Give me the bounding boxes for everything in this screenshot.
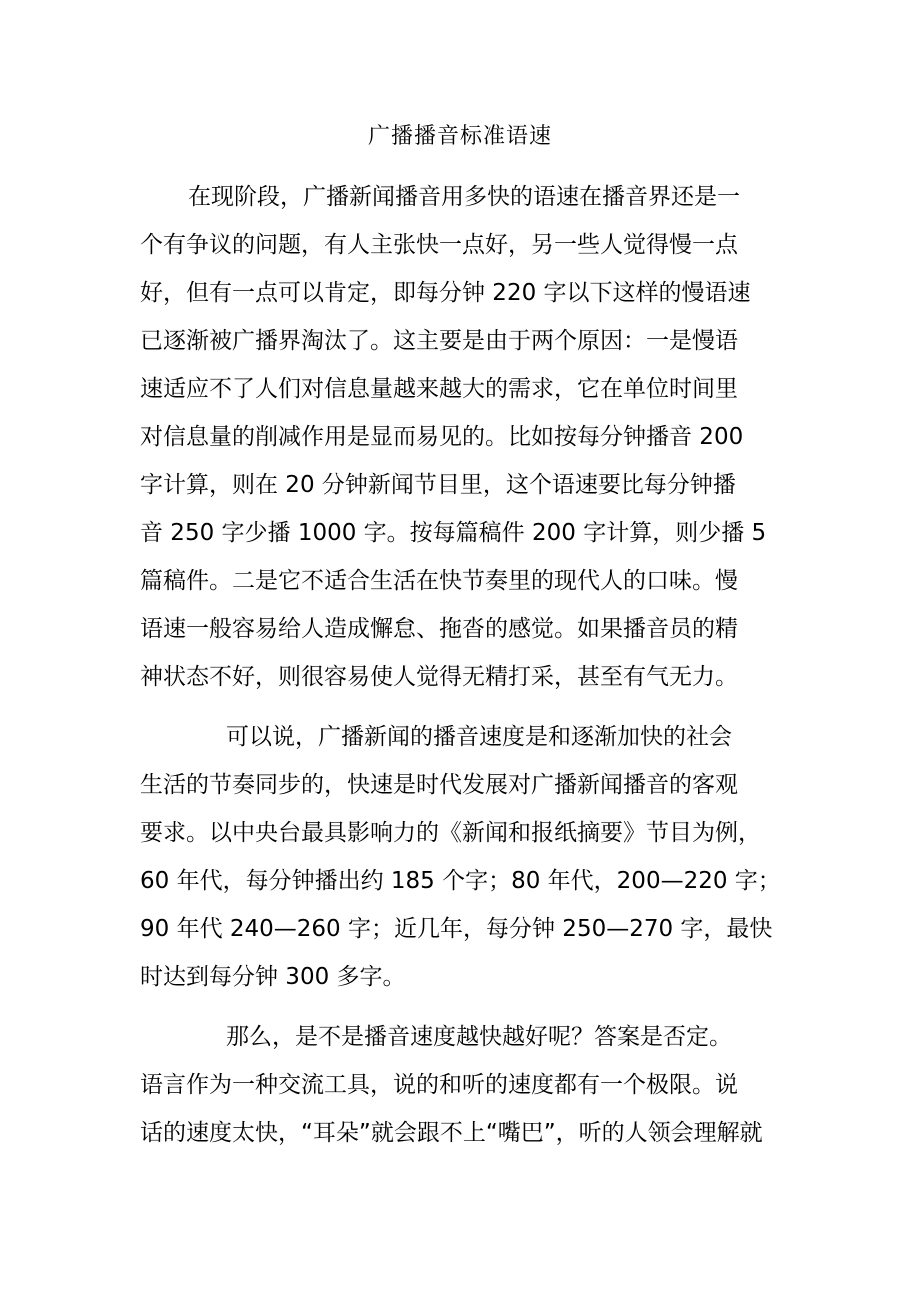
paragraph-1-line-7: 字计算，则在 20 分钟新闻节目里，这个语速要比每分钟播 [140,472,736,498]
paragraph-2-line-5: 90 年代 240—260 字；近几年，每分钟 250—270 字，最快 [140,916,773,942]
paragraph-3-line-2: 语言作为一种交流工具，说的和听的速度都有一个极限。说 [140,1072,738,1098]
paragraph-3-line-3: 话的速度太快，“耳朵”就会跟不上“嘴巴”，听的人领会理解就 [140,1120,763,1146]
paragraph-2-line-6: 时达到每分钟 300 多字。 [140,964,406,990]
paragraph-1-line-9: 篇稿件。二是它不适合生活在快节奏里的现代人的口味。慢 [140,568,738,594]
paragraph-2-line-2: 生活的节奏同步的，快速是时代发展对广播新闻播音的客观 [140,772,738,798]
paragraph-1-line-11: 神状态不好，则很容易使人觉得无精打采，甚至有气无力。 [140,664,738,690]
paragraph-2-line-3: 要求。以中央台最具影响力的《新闻和报纸摘要》节目为例， [140,820,761,846]
paragraph-1-line-2: 个有争议的问题，有人主张快一点好，另一些人觉得慢一点 [140,232,738,258]
paragraph-1-line-3: 好，但有一点可以肯定，即每分钟 220 字以下这样的慢语速 [140,280,751,306]
paragraph-2-line-1: 可以说，广播新闻的播音速度是和逐渐加快的社会 [226,724,732,750]
paragraph-1-line-6: 对信息量的削减作用是显而易见的。比如按每分钟播音 200 [140,424,744,450]
paragraph-1-line-8: 音 250 字少播 1000 字。按每篇稿件 200 字计算，则少播 5 [140,520,767,546]
paragraph-3-line-1: 那么，是不是播音速度越快越好呢？答案是否定。 [226,1024,732,1050]
document-title: 广播播音标准语速 [367,124,552,149]
paragraph-1-line-4: 已逐渐被广播界淘汰了。这主要是由于两个原因：一是慢语 [140,328,738,354]
paragraph-1-line-10: 语速一般容易给人造成懈怠、拖沓的感觉。如果播音员的精 [140,616,738,642]
paragraph-1-line-1: 在现阶段，广播新闻播音用多快的语速在播音界还是一 [188,184,740,210]
paragraph-1-line-5: 速适应不了人们对信息量越来越大的需求，它在单位时间里 [140,376,738,402]
paragraph-2-line-4: 60 年代，每分钟播出约 185 个字；80 年代，200—220 字； [140,868,781,894]
